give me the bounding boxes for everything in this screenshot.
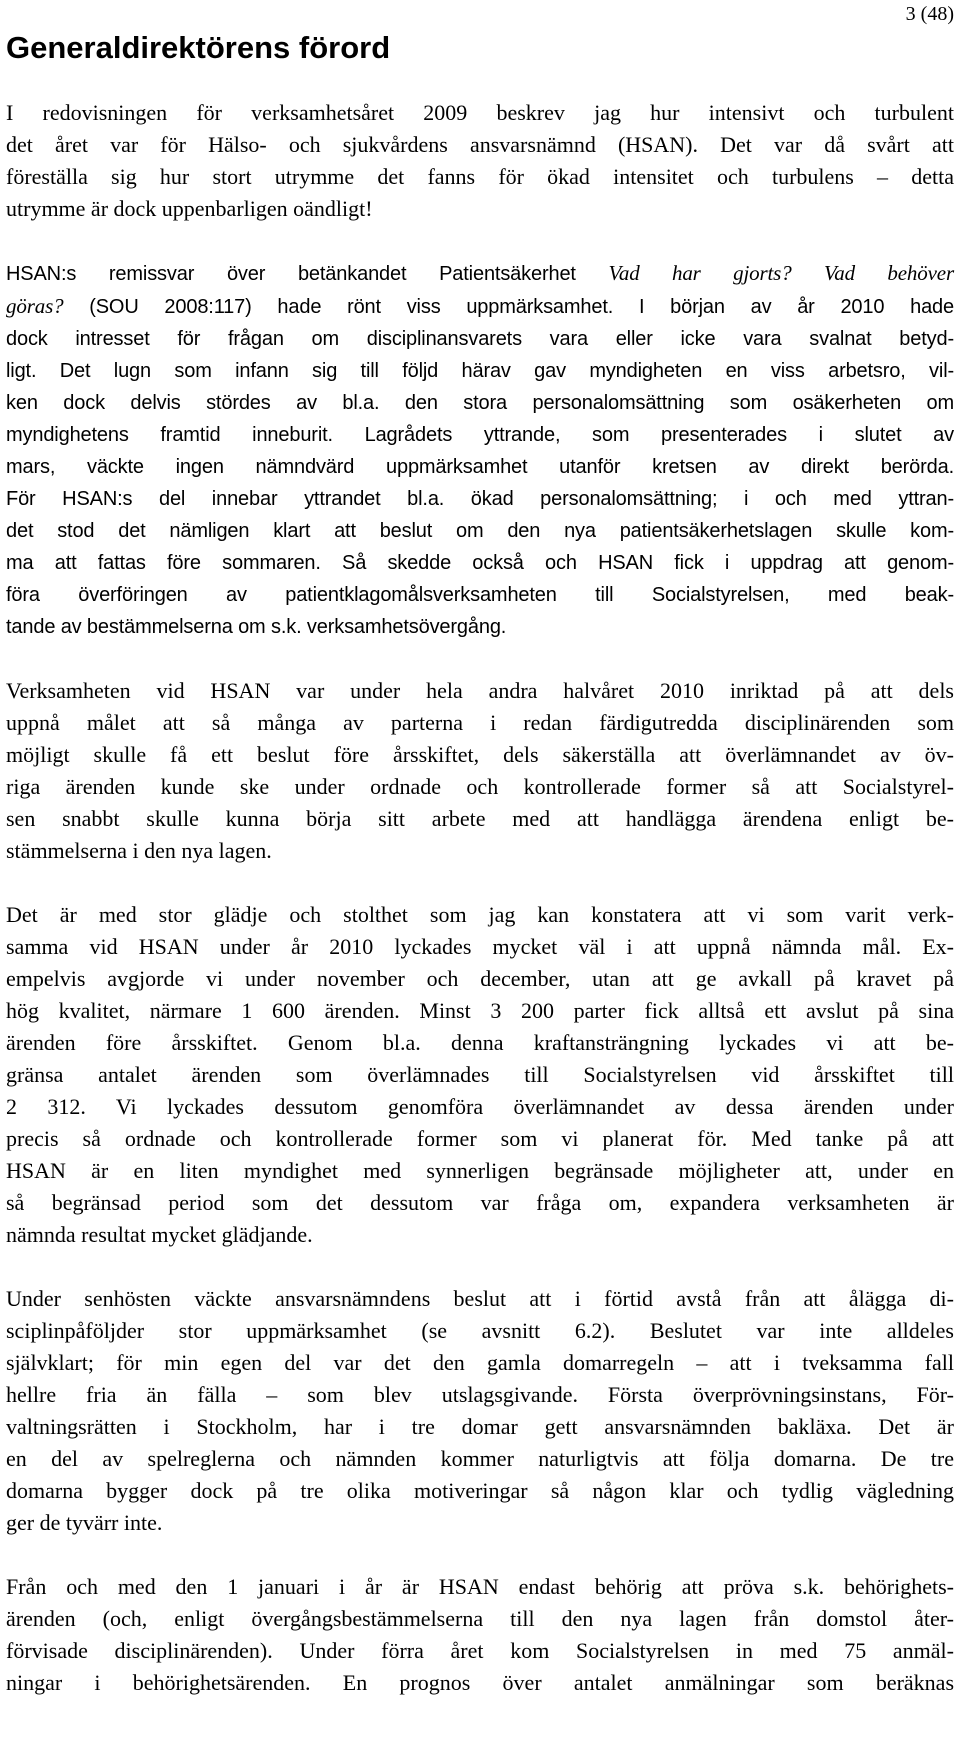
text-line: föreställa sig hur stort utrymme det fanns för ökad intensitet och turbulens – detta (6, 164, 954, 189)
text-segment: (SOU 2008:117) hade rönt viss uppmärksamhet. I början av år 2010 hade (63, 296, 954, 318)
italic-title-segment: Vad har gjorts? Vad behöver (608, 261, 954, 285)
text-line: hög kvalitet, närmare 1 600 ärenden. Minst 3 200 parter fick alltså ett avslut på sina (6, 998, 954, 1023)
text-line: samma vid HSAN under år 2010 lyckades mycket väl i att uppnå nämnda mål. Ex- (6, 934, 954, 959)
text-line: HSAN är en liten myndighet med synnerligen begränsade möjligheter att, under en (6, 1158, 954, 1183)
text-line: mars, väckte ingen nämndvärd uppmärksamhet utanför kretsen av direkt berörda. (6, 456, 954, 478)
page-title: Generaldirektörens förord (6, 30, 391, 65)
text-line: en del av spelreglerna och nämnden kommer naturligtvis att följa domarna. De tre (6, 1446, 954, 1471)
text-line: ärenden (och, enligt övergångsbestämmelserna till den nya lagen från domstol åter- (6, 1606, 954, 1631)
text-line: myndighetens framtid inneburit. Lagrådets yttrande, som presenterades i slutet av (6, 424, 954, 446)
text-line: gränsa antalet ärenden som överlämnades till Socialstyrelsen vid årsskiftet till (6, 1062, 954, 1087)
paragraph-2 (6, 257, 954, 643)
text-line: Från och med den 1 januari i år är HSAN endast behörig att pröva s.k. behörighets- (6, 1574, 954, 1599)
text-line: hellre fria än fälla – som blev utslagsgivande. Första överprövningsinstans, För- (6, 1382, 954, 1407)
text-line: För HSAN:s del innebar yttrandet bl.a. ökad personalomsättning; i och med yttran- (6, 488, 954, 510)
text-line: stämmelserna i den nya lagen. (6, 838, 272, 863)
text-line: Verksamheten vid HSAN var under hela andra halvåret 2010 inriktad på att dels (6, 678, 954, 703)
paragraph-5 (6, 1283, 954, 1539)
text-line: ma att fattas före sommaren. Så skedde också och HSAN fick i uppdrag att genom- (6, 552, 954, 574)
text-line: ger de tyvärr inte. (6, 1510, 163, 1535)
text-line (6, 257, 954, 290)
text-line: nämnda resultat mycket glädjande. (6, 1222, 313, 1247)
text-line: Under senhösten väckte ansvarsnämndens beslut att i förtid avstå från att ålägga di- (6, 1286, 954, 1311)
text-line: sciplinpåföljder stor uppmärksamhet (se avsnitt 6.2). Beslutet var inte alldeles (6, 1318, 954, 1343)
paragraph-1 (6, 97, 954, 225)
text-line: riga ärenden kunde ske under ordnade och kontrollerade former så att Socialstyrel- (6, 774, 954, 799)
text-line: Det är med stor glädje och stolthet som jag kan konstatera att vi som varit verk- (6, 902, 954, 927)
text-line (6, 290, 954, 323)
text-line: möjligt skulle få ett beslut före årsskiftet, dels säkerställa att överlämnandet av öv- (6, 742, 954, 767)
text-line: utrymme är dock uppenbarligen oändligt! (6, 196, 373, 221)
text-segment: HSAN:s remissvar över betänkandet Patientsäkerhet (6, 263, 609, 285)
text-line: ligt. Det lugn som infann sig till följd härav gav myndigheten en viss arbetsro, vil- (6, 360, 954, 382)
text-line: I redovisningen för verksamhetsåret 2009 beskrev jag hur intensivt och turbulent (6, 100, 954, 125)
text-line: förvisade disciplinärenden). Under förra året kom Socialstyrelsen in med 75 anmäl- (6, 1638, 954, 1663)
text-line: dock intresset för frågan om disciplinansvarets vara eller icke vara svalnat betyd- (6, 328, 954, 350)
document-body (6, 97, 954, 1731)
page-number: 3 (48) (905, 3, 954, 25)
paragraph-3 (6, 675, 954, 867)
paragraph-6 (6, 1571, 954, 1699)
text-line: valtningsrätten i Stockholm, har i tre domar gett ansvarsnämnden bakläxa. Det är (6, 1414, 954, 1439)
text-line: det året var för Hälso- och sjukvårdens ansvarsnämnd (HSAN). Det var då svårt att (6, 132, 954, 157)
text-line: 2 312. Vi lyckades dessutom genomföra överlämnandet av dessa ärenden under (6, 1094, 954, 1119)
paragraph-4 (6, 899, 954, 1251)
italic-title-segment: göras? (6, 294, 64, 318)
text-line: tande av bestämmelserna om s.k. verksamhetsövergång. (6, 616, 507, 638)
text-line: uppnå målet att så många av parterna i redan färdigutredda disciplinärenden som (6, 710, 954, 735)
text-line: självklart; för min egen del var det den gamla domarregeln – att i tveksamma fall (6, 1350, 954, 1375)
text-line: empelvis avgjorde vi under november och december, utan att ge avkall på kravet på (6, 966, 954, 991)
text-line: det stod det nämligen klart att beslut om den nya patientsäkerhetslagen skulle kom- (6, 520, 954, 542)
text-line: ningar i behörighetsärenden. En prognos över antalet anmälningar som beräknas (6, 1670, 954, 1695)
text-line: precis så ordnade och kontrollerade former som vi planerat för. Med tanke på att (6, 1126, 954, 1151)
text-line: så begränsad period som det dessutom var fråga om, expandera verksamheten är (6, 1190, 954, 1215)
text-line: ken dock delvis stördes av bl.a. den stora personalomsättning som osäkerheten om (6, 392, 954, 414)
text-line: sen snabbt skulle kunna börja sitt arbete med att handlägga ärendena enligt be- (6, 806, 954, 831)
text-line: domarna bygger dock på tre olika motiveringar så någon klar och tydlig vägledning (6, 1478, 954, 1503)
text-line: ärenden före årsskiftet. Genom bl.a. denna kraftansträngning lyckades vi att be- (6, 1030, 954, 1055)
text-line: föra överföringen av patientklagomålsverksamheten till Socialstyrelsen, med beak- (6, 584, 954, 606)
